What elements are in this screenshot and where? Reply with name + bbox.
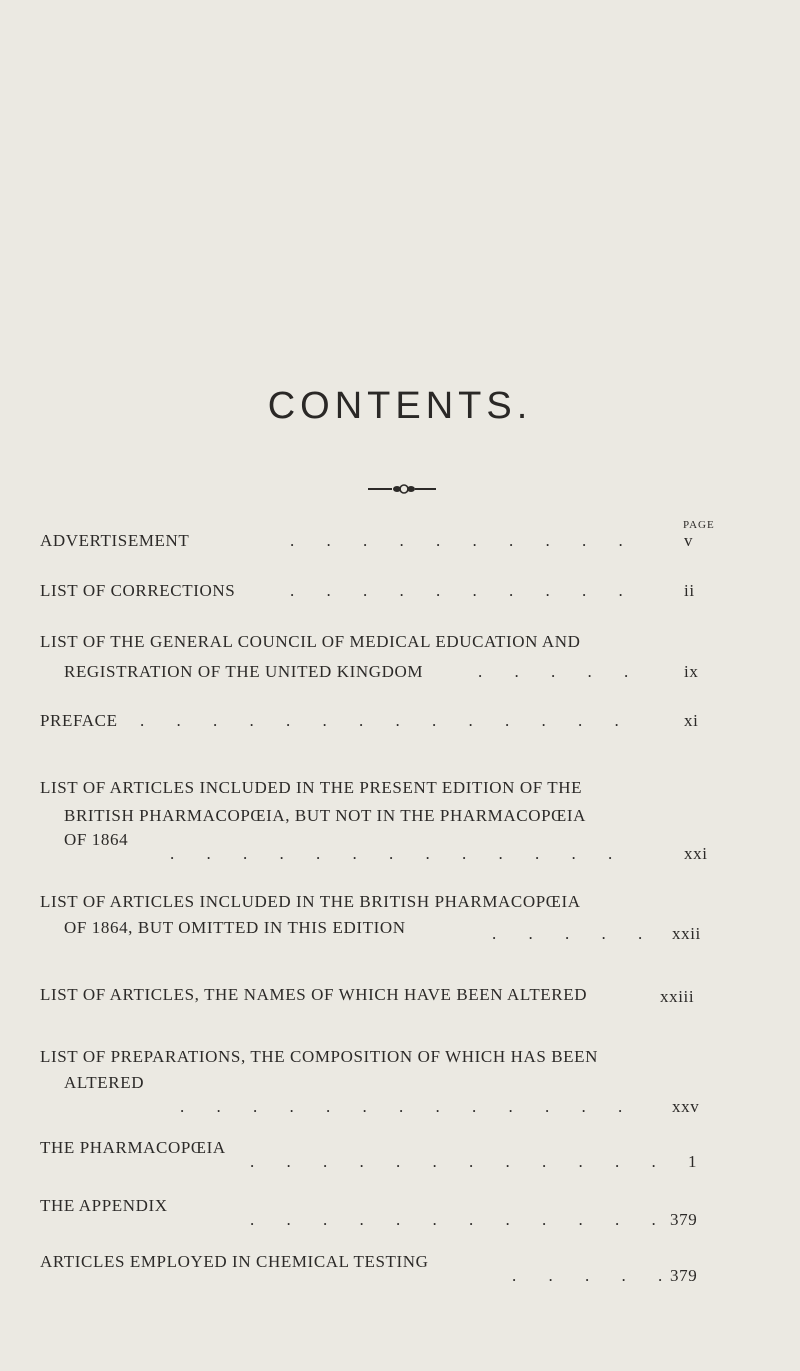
leader-dots: . . . . . — [478, 662, 643, 681]
leader-dots: . . . . . — [512, 1266, 677, 1285]
toc-entry-label: LIST OF ARTICLES INCLUDED IN THE PRESENT EDITION OF THE — [40, 778, 583, 797]
toc-page-number: xxii — [672, 924, 701, 943]
toc-entry-label: ADVERTISEMENT — [40, 531, 190, 550]
toc-entry-label: OF 1864, BUT OMITTED IN THIS EDITION — [64, 918, 406, 937]
toc-entry-label: LIST OF PREPARATIONS, THE COMPOSITION OF WHICH HAS BEEN — [40, 1047, 599, 1066]
toc-entry-label: BRITISH PHARMACOPŒIA, BUT NOT IN THE PHARMACOPŒIA — [64, 806, 586, 825]
toc-page-number: ii — [684, 581, 695, 600]
toc-entry-label: ARTICLES EMPLOYED IN CHEMICAL TESTING — [40, 1252, 429, 1271]
ornamental-rule — [368, 483, 436, 495]
toc-page-number: 379 — [670, 1266, 698, 1285]
toc-entry-label: LIST OF ARTICLES, THE NAMES OF WHICH HAVE BEEN ALTERED — [40, 985, 588, 1004]
leader-dots: . . . . . . . . . . . . . . — [140, 711, 633, 730]
toc-entry-label: OF 1864 — [64, 830, 129, 849]
page-column-heading: PAGE — [683, 519, 715, 531]
page-title: CONTENTS. — [267, 385, 533, 427]
leader-dots: . . . . . — [492, 924, 657, 943]
leader-dots: . . . . . . . . . . . . . — [170, 844, 627, 863]
toc-entry-label: LIST OF CORRECTIONS — [40, 581, 236, 600]
leader-dots: . . . . . . . . . . . . — [250, 1152, 670, 1171]
toc-page-number: xxiii — [660, 987, 695, 1006]
toc-entry-label: THE PHARMACOPŒIA — [40, 1138, 226, 1157]
toc-page-number: xxi — [684, 844, 708, 863]
toc-entry-label: ALTERED — [64, 1073, 145, 1092]
toc-entry-label: LIST OF THE GENERAL COUNCIL OF MEDICAL EDUCATION AND — [40, 632, 581, 651]
leader-dots: . . . . . . . . . . — [290, 581, 637, 600]
toc-page-number: ix — [684, 662, 699, 681]
toc-entry-label: PREFACE — [40, 711, 118, 730]
toc-entry-label: THE APPENDIX — [40, 1196, 168, 1215]
leader-dots: . . . . . . . . . . — [290, 531, 637, 550]
toc-entry-label: LIST OF ARTICLES INCLUDED IN THE BRITISH PHARMACOPŒIA — [40, 892, 581, 911]
toc-page-number: 1 — [688, 1152, 698, 1171]
toc-page-number: v — [684, 531, 694, 550]
leader-dots: . . . . . . . . . . . . — [250, 1210, 670, 1229]
leader-dots: . . . . . . . . . . . . . — [180, 1097, 637, 1116]
toc-page-number: xxv — [672, 1097, 700, 1116]
toc-page-number: xi — [684, 711, 699, 730]
toc-entry-label: REGISTRATION OF THE UNITED KINGDOM — [64, 662, 424, 681]
toc-page-number: 379 — [670, 1210, 698, 1229]
